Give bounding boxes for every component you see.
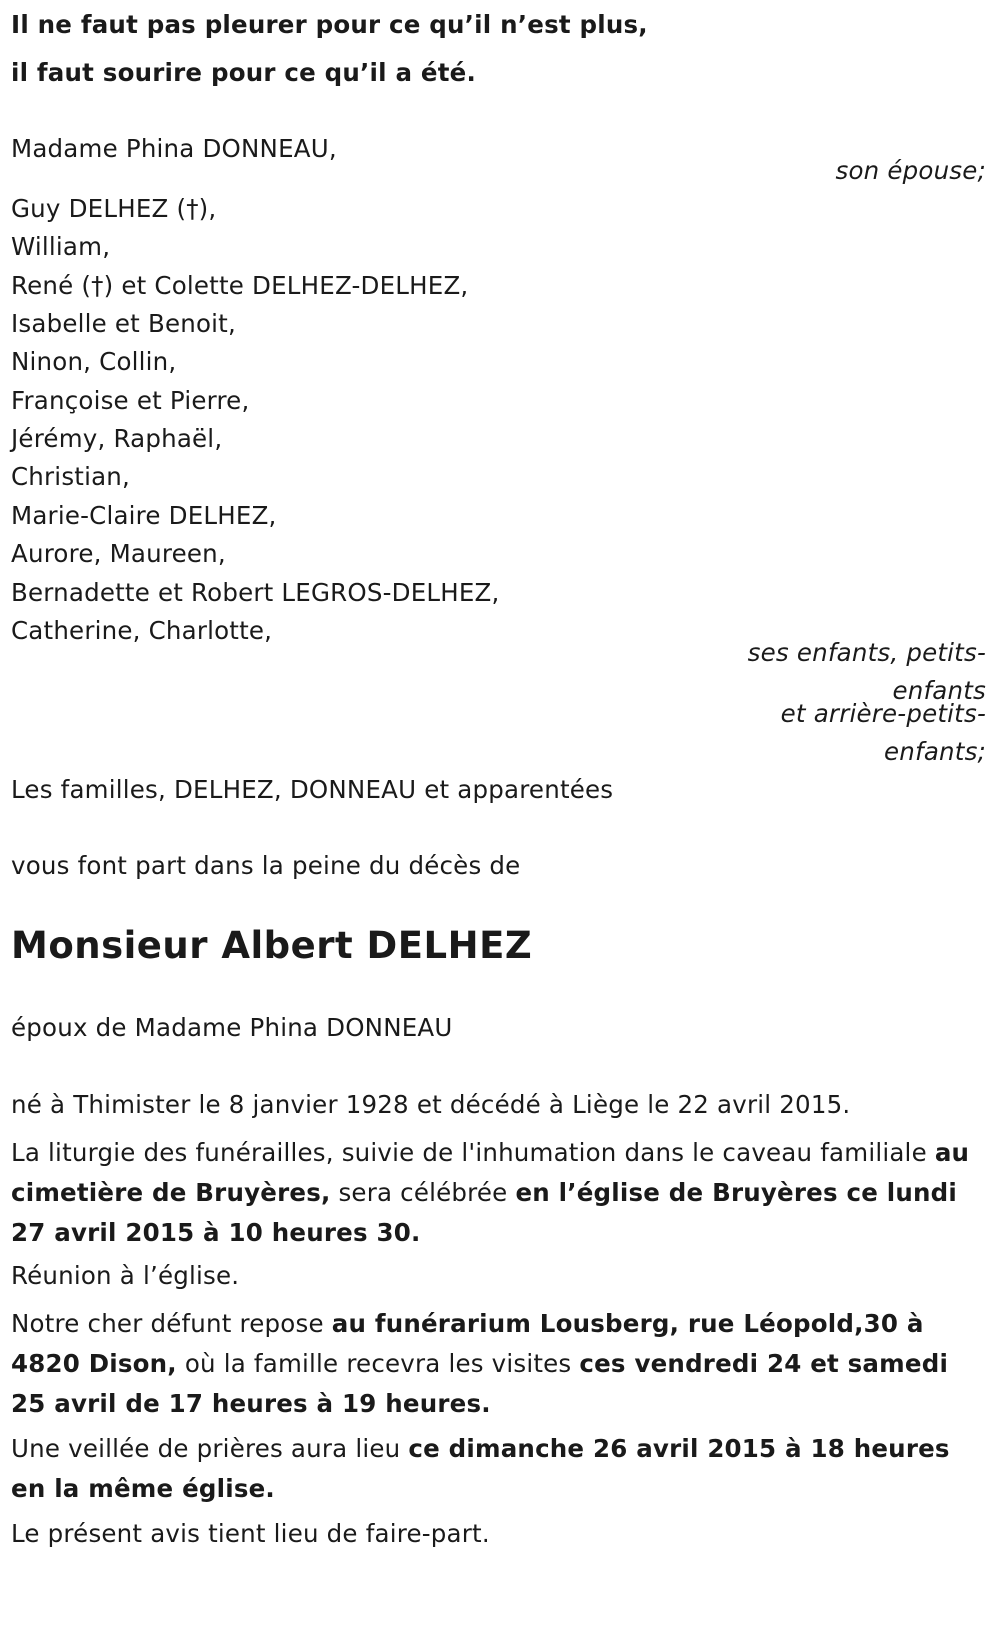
family-member: René (†) et Colette DELHEZ-DELHEZ,	[11, 271, 469, 300]
vigil-text-1: Une veillée de prières aura lieu	[11, 1434, 409, 1463]
repose-bold-2: ces vendredi 24 et samedi 25 avril de 17 heures à 19 heures.	[11, 1349, 949, 1418]
quote-line-1: Il ne faut pas pleurer pour ce qu’il n’est plus,	[11, 10, 648, 39]
family-member: Christian,	[11, 462, 131, 491]
family-member: Guy DELHEZ (†),	[11, 194, 217, 223]
liturgy-text-2: sera célébrée	[330, 1178, 516, 1207]
family-member: Françoise et Pierre,	[11, 386, 250, 415]
husband-of-line: époux de Madame Phina DONNEAU	[11, 1013, 453, 1042]
liturgy-paragraph	[11, 1133, 986, 1253]
reunion-line: Réunion à l’église.	[11, 1261, 240, 1290]
repose-text-1: Notre cher défunt repose	[11, 1309, 332, 1338]
family-member: Ninon, Collin,	[11, 347, 177, 376]
repose-bold-1: au funérarium Lousberg, rue Léopold,30 à 4820 Dison,	[11, 1309, 924, 1378]
vigil-bold-1: ce dimanche 26 avril 2015 à 18 heures en la même église.	[11, 1434, 950, 1503]
family-member: Marie-Claire DELHEZ,	[11, 501, 277, 530]
families-line: Les familles, DELHEZ, DONNEAU et apparentées	[11, 775, 614, 804]
family-member: Catherine, Charlotte,	[11, 616, 273, 645]
obituary-notice	[11, 0, 986, 1635]
family-member: Isabelle et Benoit,	[11, 309, 236, 338]
spouse-role: son épouse;	[835, 156, 986, 185]
family-member: William,	[11, 232, 111, 261]
announce-line: vous font part dans la peine du décès de	[11, 851, 521, 880]
liturgy-bold-1: au cimetière de Bruyères,	[11, 1138, 970, 1207]
quote-line-2: il faut sourire pour ce qu’il a été.	[11, 58, 476, 87]
family-role-line-2: enfants	[892, 676, 986, 705]
family-role-line-3: et arrière-petits-	[780, 699, 986, 728]
liturgy-bold-2: en l’église de Bruyères ce lundi 27 avril 2015 à 10 heures 30.	[11, 1178, 957, 1247]
family-role-line-4: enfants;	[884, 737, 986, 766]
repose-paragraph	[11, 1304, 986, 1424]
repose-text-2: où la famille recevra les visites	[176, 1349, 580, 1378]
family-role-line-1: ses enfants, petits-	[747, 638, 986, 667]
spouse-name: Madame Phina DONNEAU,	[11, 134, 337, 163]
liturgy-text-1: La liturgie des funérailles, suivie de l'inhumation dans le caveau familiale	[11, 1138, 935, 1167]
family-member: Jérémy, Raphaël,	[11, 424, 223, 453]
closing-line: Le présent avis tient lieu de faire-part.	[11, 1519, 490, 1548]
family-member: Bernadette et Robert LEGROS-DELHEZ,	[11, 578, 500, 607]
deceased-name: Monsieur Albert DELHEZ	[11, 924, 533, 967]
family-member: Aurore, Maureen,	[11, 539, 226, 568]
vigil-paragraph	[11, 1429, 986, 1509]
birth-death-line: né à Thimister le 8 janvier 1928 et décédé à Liège le 22 avril 2015.	[11, 1090, 851, 1119]
